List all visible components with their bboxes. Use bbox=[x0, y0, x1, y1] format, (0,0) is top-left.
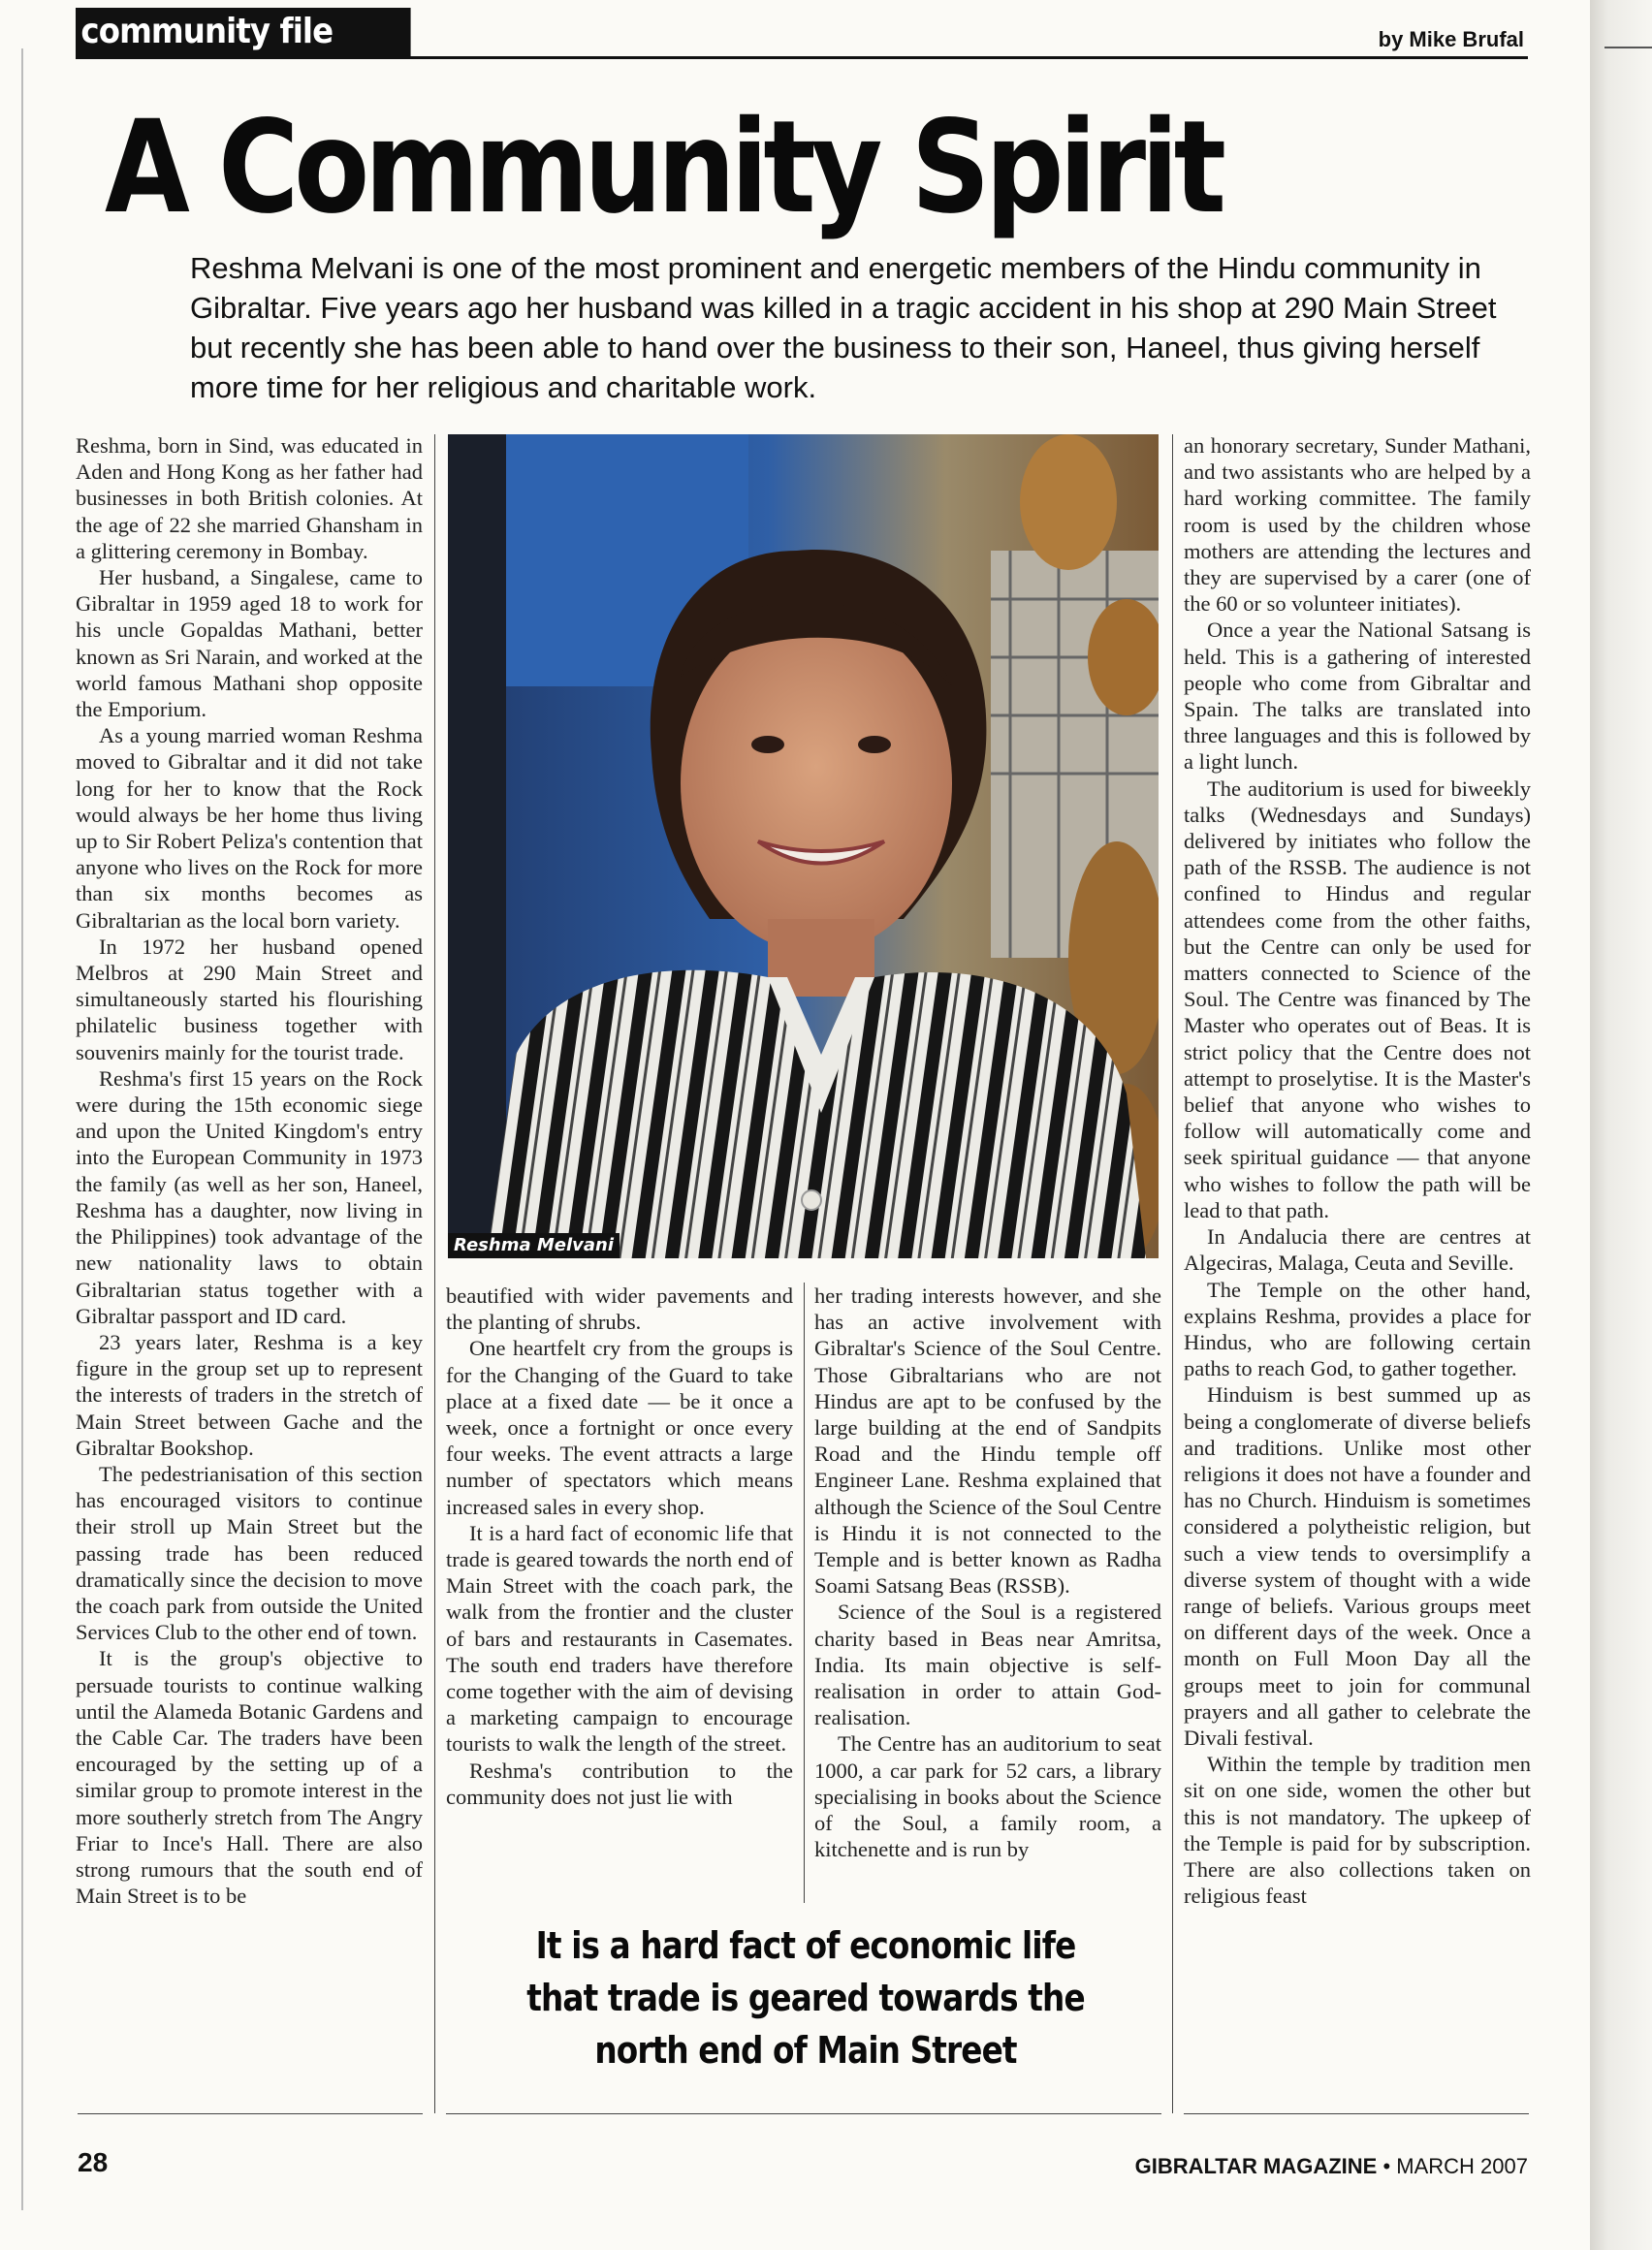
body-paragraph: In Andalucia there are centres at Algeciras, Malaga, Ceuta and Seville. bbox=[1184, 1224, 1531, 1276]
column-divider-2 bbox=[804, 1283, 805, 1903]
next-page-edge bbox=[1590, 0, 1652, 2250]
body-column-2 bbox=[446, 1283, 793, 1810]
body-paragraph: Once a year the National Satsang is held. This is a gathering of interested people who come from Gibraltar and Spain. The talks are translated into three languages and this is followed by a light lunch. bbox=[1184, 618, 1531, 775]
page-number: 28 bbox=[78, 2147, 109, 2177]
body-column-3 bbox=[814, 1283, 1161, 1862]
byline: by Mike Brufal bbox=[1378, 27, 1524, 51]
portrait-illustration bbox=[448, 434, 1159, 1258]
issue-date: MARCH 2007 bbox=[1396, 2154, 1528, 2178]
headline: A Community Spirit bbox=[105, 93, 1222, 242]
column-foot-rule-1 bbox=[78, 2113, 423, 2114]
body-paragraph: Reshma's contribution to the community does not just lie with bbox=[446, 1758, 793, 1809]
body-paragraph: It is a hard fact of economic life that trade is geared towards the north end of Main Street with the coach park, the walk from the frontier and the cluster of bars and restaurants in Casemates. The south end traders have therefore come together with the aim of devising a marketing campaign to encourage tourists to walk the length of the street. bbox=[446, 1520, 793, 1757]
body-paragraph: The auditorium is used for biweekly talks (Wednesdays and Sundays) delivered by initiates who follow the path of the RSSB. The audience is not confined to Hindus and regular attendees come from the other faiths, but the Centre can only be used for matters connected to Science of the Soul. The Centre was financed by The Master who operates out of Beas. It is strict policy that the Centre does not attempt to proselytise. It is the Master's belief that anyone who wishes to follow will automatically come and seek spiritual guidance — that anyone who wishes to follow the path will be lead to that path. bbox=[1184, 776, 1531, 1222]
body-paragraph: beautified with wider pavements and the planting of shrubs. bbox=[446, 1283, 793, 1335]
body-paragraph: One heartfelt cry from the groups is for the Changing of the Guard to take place at a fixed date — be it once a week, once a fortnight or once every four weeks. The event attracts a large number of spectators which means increased sales in every shop. bbox=[446, 1336, 793, 1519]
portrait-photo bbox=[448, 434, 1159, 1258]
body-paragraph: Within the temple by tradition men sit on one side, women the other but this is not mandatory. The upkeep of the Temple is paid for by subscription. There are also collections taken on religious feast bbox=[1184, 1752, 1531, 1909]
body-paragraph: Science of the Soul is a registered charity based in Beas near Amritsa, India. Its main objective is self-realisation in order to attain God-realisation. bbox=[814, 1600, 1161, 1730]
binding-edge-line bbox=[21, 48, 23, 2210]
body-paragraph: As a young married woman Reshma moved to Gibraltar and it did not take long for her to know that the Rock would always be her home thus living up to Sir Robert Peliza's contention that anyone who lives on the Rock for more than six months becomes as Gibraltarian as the local born variety. bbox=[76, 723, 423, 933]
body-paragraph: In 1972 her husband opened Melbros at 290 Main Street and simultaneously started his flourishing philatelic business together with souvenirs mainly for the tourist trade. bbox=[76, 934, 423, 1064]
body-paragraph: an honorary secretary, Sunder Mathani, and two assistants who are helped by a hard working committee. The family room is used by the children whose mothers are attending the lectures and they are supervised by a carer (one of the 60 or so volunteer initiates). bbox=[1184, 433, 1531, 617]
footer-separator: • bbox=[1382, 2154, 1391, 2178]
photo-caption: Reshma Melvani bbox=[448, 1233, 620, 1258]
body-paragraph: Reshma's first 15 years on the Rock were during the 15th economic siege and upon the United Kingdom's entry into the European Community in 1973 the family (as well as her son, Haneel, Reshma has a daughter, now living in the Philippines) took advantage of the new nationality laws to obtain Gibraltarian status together with a Gibraltar passport and ID card. bbox=[76, 1065, 423, 1328]
body-paragraph: It is the group's objective to persuade tourists to continue walking until the Alameda Botanic Gardens and the Cable Car. The traders have been encouraged by the setting up of a similar group to promote interest in the more southerly stretch from The Angry Friar to Ince's Hall. There are also strong rumours that the south end of Main Street is to be bbox=[76, 1646, 423, 1909]
footer-publication bbox=[1135, 2154, 1528, 2179]
column-foot-rule-3 bbox=[1184, 2113, 1529, 2114]
column-foot-rule-2 bbox=[446, 2113, 1161, 2114]
body-paragraph: Hinduism is best summed up as being a conglomerate of diverse beliefs and traditions. Unlike most other religions it does not have a founder and has no Church. Hinduism is sometimes considered a polytheistic religion, but such a view tends to oversimplify a diverse system of thought with a wide range of beliefs. Various groups meet on different days of the week. Once a month on Full Moon Day all the groups meet to join for communal prayers and all gather to celebrate the Divali festival. bbox=[1184, 1382, 1531, 1750]
pull-quote: It is a hard fact of economic life that trade is geared towards the north end of Main Street bbox=[526, 1924, 1085, 2072]
column-divider-3 bbox=[1172, 434, 1173, 2113]
body-paragraph: The Centre has an auditorium to seat 1000, a car park for 52 cars, a library specialising in books about the Science of the Soul, a family room, a kitchenette and is run by bbox=[814, 1731, 1161, 1862]
section-label: community file bbox=[76, 8, 411, 56]
body-paragraph: The Temple on the other hand, explains Reshma, provides a place for Hindus, who are following certain paths to reach God, to gather together. bbox=[1184, 1277, 1531, 1381]
body-paragraph: The pedestrianisation of this section has encouraged visitors to continue their stroll up Main Street but the passing trade has been reduced dramatically since the decision to move the coach park from outside the United Services Club to the other end of town. bbox=[76, 1461, 423, 1645]
body-column-1 bbox=[76, 432, 423, 1909]
body-paragraph: 23 years later, Reshma is a key figure in the group set up to represent the interests of traders in the stretch of Main Street between Gache and the Gibraltar Bookshop. bbox=[76, 1329, 423, 1460]
body-column-4 bbox=[1184, 432, 1531, 1909]
body-paragraph: Reshma, born in Sind, was educated in Aden and Hong Kong as her father had businesses in both British colonies. At the age of 22 she married Ghansham in a glittering ceremony in Bombay. bbox=[76, 433, 423, 563]
body-paragraph: her trading interests however, and she has an active involvement with Gibraltar's Science of the Soul Centre. Those Gibraltarians who are not Hindus are apt to be confused by the large building at the end of Sandpits Road and the Hindu temple off Engineer Lane. Reshma explained that although the Science of the Soul Centre is Hindu it is not connected to the Temple and is better known as Radha Soami Satsang Beas (RSSB). bbox=[814, 1283, 1161, 1599]
header-rule bbox=[76, 56, 1528, 59]
magazine-name: GIBRALTAR MAGAZINE bbox=[1134, 2154, 1378, 2178]
intro-standfirst: Reshma Melvani is one of the most prominent and energetic members of the Hindu community in Gibraltar. Five years ago her husband was killed in a tragic accident in his shop at 290 Main Street but recently she has been able to hand over the business to their son, Haneel, thus giving herself more time for her religious and charitable work. bbox=[190, 251, 1497, 404]
body-paragraph: Her husband, a Singalese, came to Gibraltar in 1959 aged 18 to work for his uncle Gopaldas Mathani, better known as Sri Narain, and worked at the world famous Mathani shop opposite the Emporium. bbox=[76, 565, 423, 722]
column-divider-1 bbox=[434, 434, 435, 2113]
next-page-rule bbox=[1604, 47, 1652, 48]
